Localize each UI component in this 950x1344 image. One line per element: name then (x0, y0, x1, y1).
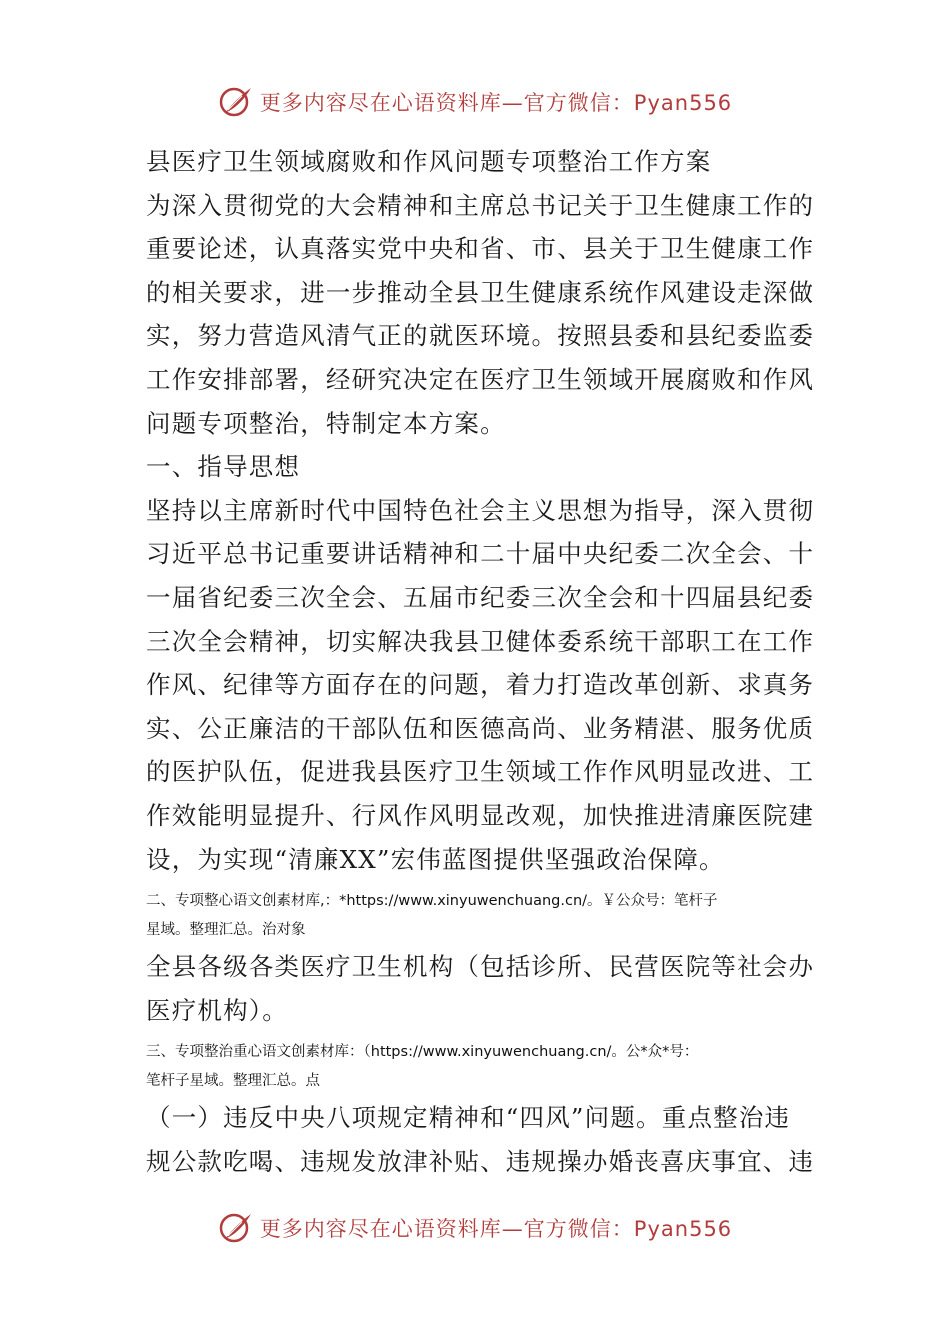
document-body (146, 140, 815, 1183)
watermark-banner-bottom (0, 1208, 950, 1248)
watermark-text: 更多内容尽在心语资料库—官方微信：Pyan556 (259, 91, 733, 115)
section3-paragraph: （一）违反中央八项规定精神和“四风”问题。重点整治违 规公款吃喝、违规发放津补贴、违规操办婚丧喜庆事宜、违 (146, 1103, 815, 1176)
feather-pen-circle-icon (218, 1210, 254, 1246)
document-title: 县医疗卫生领域腐败和作风问题专项整治工作方案 (146, 147, 712, 176)
watermark-banner-top (0, 82, 950, 122)
section1-paragraph: 坚持以主席新时代中国特色社会主义思想为指导，深入贯彻 习近平总书记重要讲话精神和二十届中央纪委二次全会、十 一届省纪委三次全会、五届市纪委三次全会和十四届县纪委 三次全会精神，切实解决我县卫健体委系统干部职工在工作 作风、纪律等方面存在的问题，着力打造改革创新、求真务 实、公正廉洁的干部队伍和医德高尚、业务精湛、服务优质 的医护队伍，促进我县医疗卫生领域工作作风明显改进、工 作效能明显提升、行风作风明显改观，加快推进清廉医院建 设，为实现“清廉XX”宏伟蓝图提供坚强政治保障。 (146, 495, 815, 874)
feather-pen-circle-icon (218, 84, 254, 120)
section3-heading: 三、专项整治重心语文创素材库：（https://www.xinyuwenchuang.cn/。公*众*号： 笔杆子星域。整理汇总。点 (146, 1044, 699, 1090)
section1-heading: 一、指导思想 (146, 452, 301, 482)
section2-heading: 二、专项整心语文创素材库,：*https://www.xinyuwenchuang.cn/。￥公众号：笔杆子 星域。整理汇总。治对象 (146, 893, 718, 939)
intro-paragraph: 为深入贯彻党的大会精神和主席总书记关于卫生健康工作的 重要论述，认真落实党中央和省、市、县关于卫生健康工作 的相关要求，进一步推动全县卫生健康系统作风建设走深做 实，努力营造风清气正的就医环境。按照县委和县纪委监委 工作安排部署，经研究决定在医疗卫生领域开展腐败和作风 问题专项整治，特制定本方案。 (146, 190, 815, 438)
watermark-text: 更多内容尽在心语资料库—官方微信：Pyan556 (259, 1217, 733, 1241)
section2-paragraph: 全县各级各类医疗卫生机构（包括诊所、民营医院等社会办 医疗机构）。 (146, 952, 815, 1025)
